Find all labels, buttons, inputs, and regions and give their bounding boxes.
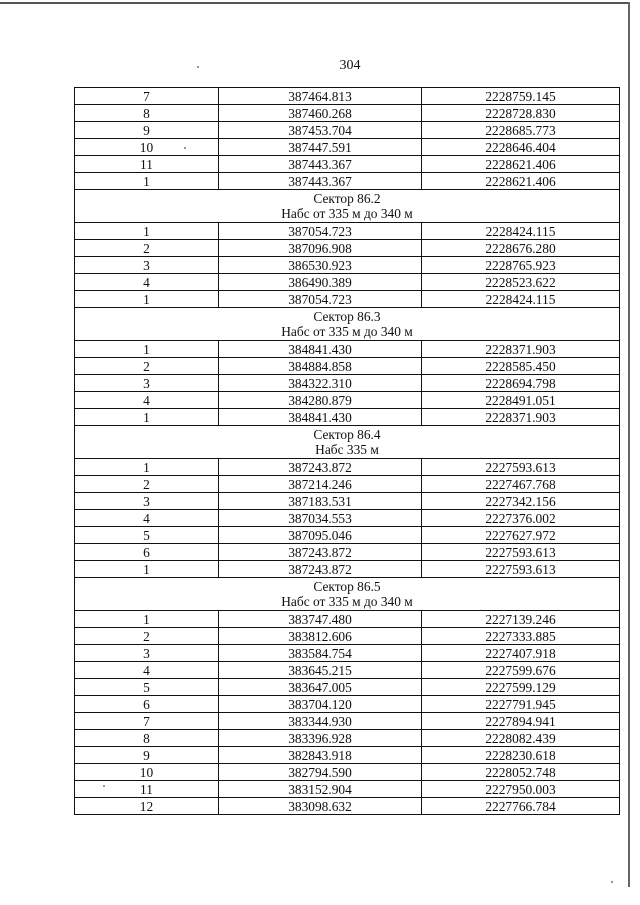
coordinates-table — [74, 87, 620, 815]
point-number-cell: 12 — [75, 798, 219, 815]
point-number-cell: 7 — [75, 88, 219, 105]
point-number-cell: 1 — [75, 173, 219, 190]
y-coordinate-cell: 2228491.051 — [422, 392, 620, 409]
scan-top-edge — [0, 2, 628, 4]
y-coordinate-cell: 2227342.156 — [422, 493, 620, 510]
table-row — [75, 510, 620, 527]
x-coordinate-cell: 387214.246 — [219, 476, 422, 493]
coordinates-table-body — [75, 88, 620, 815]
y-coordinate-cell: 2228759.145 — [422, 88, 620, 105]
table-row — [75, 764, 620, 781]
y-coordinate-cell: 2227894.941 — [422, 713, 620, 730]
table-row — [75, 257, 620, 274]
y-coordinate-cell: 2227593.613 — [422, 561, 620, 578]
y-coordinate-cell: 2228685.773 — [422, 122, 620, 139]
y-coordinate-cell: 2228694.798 — [422, 375, 620, 392]
x-coordinate-cell: 383098.632 — [219, 798, 422, 815]
scan-right-edge — [628, 2, 630, 887]
x-coordinate-cell: 384841.430 — [219, 341, 422, 358]
y-coordinate-cell: 2227467.768 — [422, 476, 620, 493]
sector-elevation: Набс от 335 м до 340 м — [281, 206, 413, 221]
sector-elevation: Набс от 335 м до 340 м — [281, 324, 413, 339]
table-row — [75, 476, 620, 493]
y-coordinate-cell: 2227407.918 — [422, 645, 620, 662]
table-row — [75, 274, 620, 291]
point-number-cell: 5 — [75, 527, 219, 544]
y-coordinate-cell: 2228424.115 — [422, 223, 620, 240]
sector-header — [75, 308, 620, 341]
y-coordinate-cell: 2227593.613 — [422, 544, 620, 561]
scan-speck — [197, 66, 199, 68]
x-coordinate-cell: 383344.930 — [219, 713, 422, 730]
sector-header — [75, 426, 620, 459]
scan-speck — [184, 147, 186, 149]
y-coordinate-cell: 2228424.115 — [422, 291, 620, 308]
table-row — [75, 679, 620, 696]
table-row — [75, 223, 620, 240]
y-coordinate-cell: 2228082.439 — [422, 730, 620, 747]
sector-header — [75, 578, 620, 611]
point-number-cell: 9 — [75, 122, 219, 139]
scan-speck — [611, 881, 613, 883]
table-row — [75, 781, 620, 798]
y-coordinate-cell: 2227333.885 — [422, 628, 620, 645]
y-coordinate-cell: 2228230.618 — [422, 747, 620, 764]
x-coordinate-cell: 387243.872 — [219, 561, 422, 578]
x-coordinate-cell: 387243.872 — [219, 544, 422, 561]
x-coordinate-cell: 387054.723 — [219, 291, 422, 308]
y-coordinate-cell: 2227766.784 — [422, 798, 620, 815]
x-coordinate-cell: 383812.606 — [219, 628, 422, 645]
table-row — [75, 392, 620, 409]
x-coordinate-cell: 383704.120 — [219, 696, 422, 713]
x-coordinate-cell: 383152.904 — [219, 781, 422, 798]
point-number-cell: 11 — [75, 156, 219, 173]
y-coordinate-cell: 2227950.003 — [422, 781, 620, 798]
y-coordinate-cell: 2228728.830 — [422, 105, 620, 122]
table-row — [75, 561, 620, 578]
point-number-cell: 1 — [75, 561, 219, 578]
x-coordinate-cell: 383647.005 — [219, 679, 422, 696]
x-coordinate-cell: 387447.591 — [219, 139, 422, 156]
y-coordinate-cell: 2228676.280 — [422, 240, 620, 257]
point-number-cell: 4 — [75, 510, 219, 527]
y-coordinate-cell: 2227791.945 — [422, 696, 620, 713]
x-coordinate-cell: 383584.754 — [219, 645, 422, 662]
x-coordinate-cell: 387443.367 — [219, 156, 422, 173]
table-row — [75, 122, 620, 139]
table-row — [75, 105, 620, 122]
x-coordinate-cell: 383645.215 — [219, 662, 422, 679]
y-coordinate-cell: 2228585.450 — [422, 358, 620, 375]
point-number-cell: 10 — [75, 764, 219, 781]
point-number-cell: 5 — [75, 679, 219, 696]
point-number-cell: 3 — [75, 645, 219, 662]
x-coordinate-cell: 382843.918 — [219, 747, 422, 764]
x-coordinate-cell: 386490.389 — [219, 274, 422, 291]
sector-header-row — [75, 578, 620, 611]
table-row — [75, 798, 620, 815]
table-row — [75, 156, 620, 173]
y-coordinate-cell: 2227593.613 — [422, 459, 620, 476]
x-coordinate-cell: 387034.553 — [219, 510, 422, 527]
x-coordinate-cell: 387054.723 — [219, 223, 422, 240]
sector-title: Сектор 86.3 — [313, 308, 381, 324]
sector-title: Сектор 86.4 — [313, 426, 381, 442]
table-row — [75, 628, 620, 645]
x-coordinate-cell: 386530.923 — [219, 257, 422, 274]
table-row — [75, 173, 620, 190]
table-row — [75, 139, 620, 156]
table-row — [75, 544, 620, 561]
x-coordinate-cell: 387096.908 — [219, 240, 422, 257]
x-coordinate-cell: 383396.928 — [219, 730, 422, 747]
y-coordinate-cell: 2228646.404 — [422, 139, 620, 156]
table-row — [75, 747, 620, 764]
point-number-cell: 8 — [75, 730, 219, 747]
point-number-cell: 11 — [75, 781, 219, 798]
sector-header-row — [75, 426, 620, 459]
y-coordinate-cell: 2227376.002 — [422, 510, 620, 527]
y-coordinate-cell: 2228621.406 — [422, 173, 620, 190]
y-coordinate-cell: 2227599.676 — [422, 662, 620, 679]
page-number: 304 — [339, 58, 361, 73]
point-number-cell: 4 — [75, 274, 219, 291]
point-number-cell: 1 — [75, 341, 219, 358]
point-number-cell: 6 — [75, 696, 219, 713]
sector-header — [75, 190, 620, 223]
point-number-cell: 4 — [75, 662, 219, 679]
x-coordinate-cell: 387464.813 — [219, 88, 422, 105]
sector-title: Сектор 86.2 — [313, 190, 381, 206]
sector-title: Сектор 86.5 — [313, 578, 381, 594]
x-coordinate-cell: 387453.704 — [219, 122, 422, 139]
y-coordinate-cell: 2228371.903 — [422, 409, 620, 426]
point-number-cell: 8 — [75, 105, 219, 122]
point-number-cell: 9 — [75, 747, 219, 764]
table-row — [75, 611, 620, 628]
table-row — [75, 291, 620, 308]
point-number-cell: 1 — [75, 611, 219, 628]
y-coordinate-cell: 2228371.903 — [422, 341, 620, 358]
point-number-cell: 4 — [75, 392, 219, 409]
x-coordinate-cell: 387443.367 — [219, 173, 422, 190]
point-number-cell: 10 — [75, 139, 219, 156]
point-number-cell: 1 — [75, 459, 219, 476]
table-row — [75, 730, 620, 747]
point-number-cell: 3 — [75, 493, 219, 510]
point-number-cell: 3 — [75, 257, 219, 274]
table-row — [75, 696, 620, 713]
y-coordinate-cell: 2227627.972 — [422, 527, 620, 544]
point-number-cell: 2 — [75, 628, 219, 645]
table-row — [75, 459, 620, 476]
x-coordinate-cell: 384322.310 — [219, 375, 422, 392]
y-coordinate-cell: 2228621.406 — [422, 156, 620, 173]
point-number-cell: 1 — [75, 409, 219, 426]
sector-header-row — [75, 308, 620, 341]
table-row — [75, 493, 620, 510]
sector-elevation: Набс от 335 м до 340 м — [281, 594, 413, 609]
x-coordinate-cell: 384280.879 — [219, 392, 422, 409]
point-number-cell: 2 — [75, 240, 219, 257]
x-coordinate-cell: 387095.046 — [219, 527, 422, 544]
y-coordinate-cell: 2228052.748 — [422, 764, 620, 781]
y-coordinate-cell: 2228765.923 — [422, 257, 620, 274]
table-row — [75, 341, 620, 358]
table-row — [75, 662, 620, 679]
scan-speck — [103, 785, 105, 787]
table-row — [75, 240, 620, 257]
x-coordinate-cell: 382794.590 — [219, 764, 422, 781]
x-coordinate-cell: 387183.531 — [219, 493, 422, 510]
point-number-cell: 6 — [75, 544, 219, 561]
x-coordinate-cell: 384841.430 — [219, 409, 422, 426]
point-number-cell: 2 — [75, 476, 219, 493]
point-number-cell: 1 — [75, 223, 219, 240]
table-row — [75, 527, 620, 544]
point-number-cell: 7 — [75, 713, 219, 730]
table-row — [75, 358, 620, 375]
point-number-cell: 2 — [75, 358, 219, 375]
x-coordinate-cell: 387243.872 — [219, 459, 422, 476]
table-row — [75, 375, 620, 392]
x-coordinate-cell: 383747.480 — [219, 611, 422, 628]
table-row — [75, 88, 620, 105]
point-number-cell: 1 — [75, 291, 219, 308]
x-coordinate-cell: 387460.268 — [219, 105, 422, 122]
y-coordinate-cell: 2227139.246 — [422, 611, 620, 628]
sector-elevation: Набс 335 м — [315, 442, 379, 457]
x-coordinate-cell: 384884.858 — [219, 358, 422, 375]
y-coordinate-cell: 2228523.622 — [422, 274, 620, 291]
point-number-cell: 3 — [75, 375, 219, 392]
table-row — [75, 409, 620, 426]
table-row — [75, 645, 620, 662]
y-coordinate-cell: 2227599.129 — [422, 679, 620, 696]
sector-header-row — [75, 190, 620, 223]
table-row — [75, 713, 620, 730]
